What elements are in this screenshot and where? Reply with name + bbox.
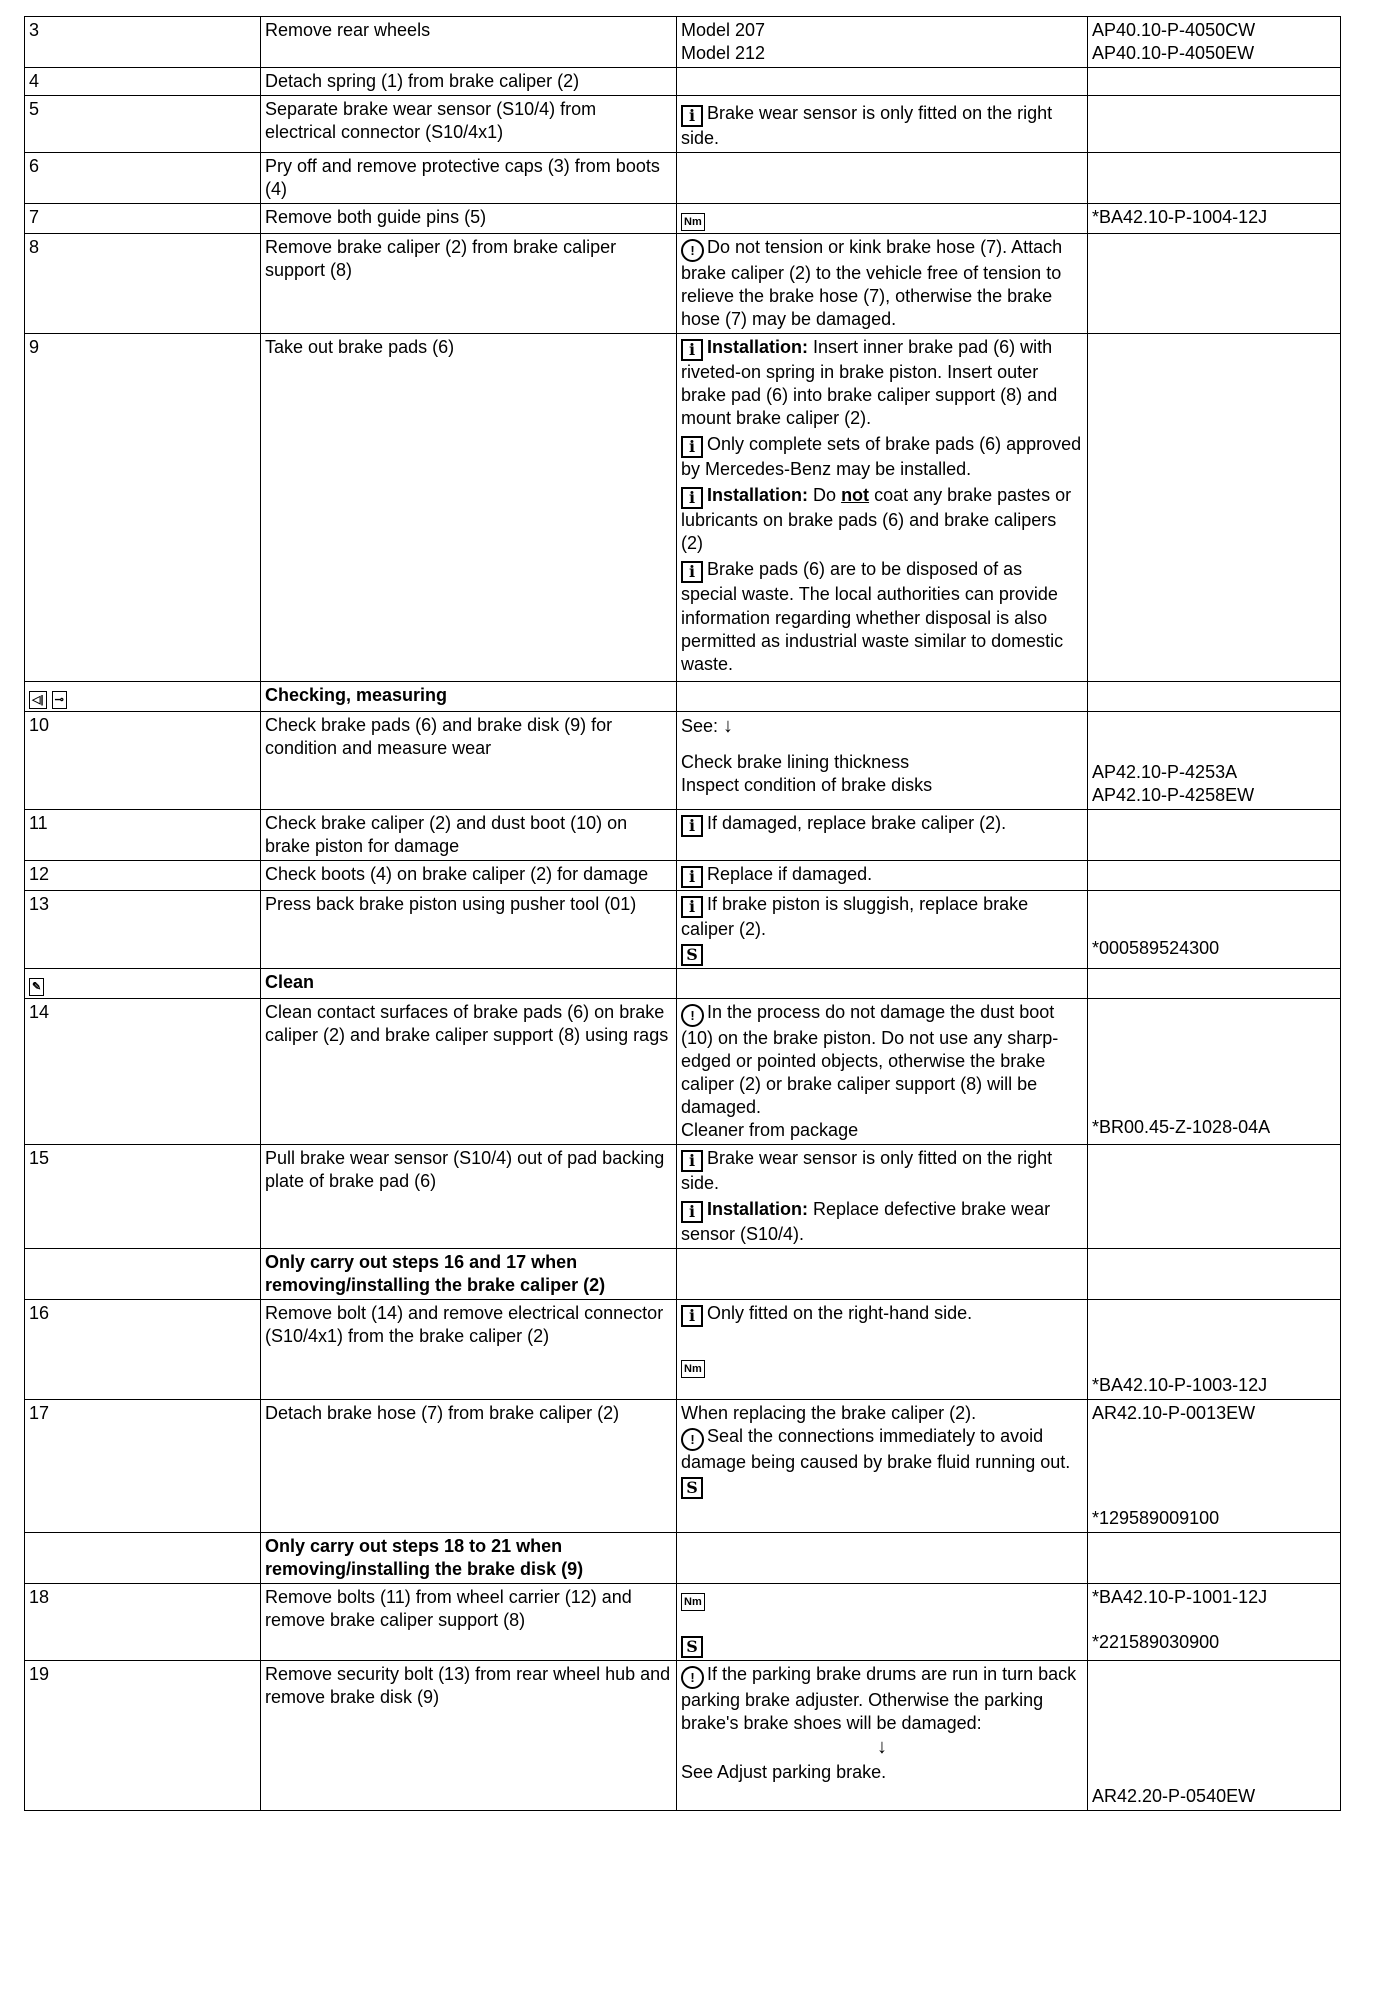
step-reference	[1088, 1584, 1341, 1661]
step-action: Check brake caliper (2) and dust boot (10) on brake piston for damage	[261, 809, 677, 860]
info-icon: i	[681, 487, 703, 509]
reference-link[interactable]: *BA42.10-P-1004-12J	[1092, 207, 1268, 228]
section-title: Checking, measuring	[261, 681, 677, 711]
step-number: 15	[25, 1144, 261, 1248]
step-number: 16	[25, 1300, 261, 1400]
table-row	[25, 17, 1341, 68]
step-number: 6	[25, 153, 261, 204]
table-row	[25, 809, 1341, 860]
note-text: If brake piston is sluggish, replace brake caliper (2).	[681, 893, 1029, 939]
special-tool-icon[interactable]: S	[681, 1636, 703, 1658]
step-action: Check boots (4) on brake caliper (2) for damage	[261, 860, 677, 890]
step-notes	[677, 1400, 1088, 1533]
note-text: Replace defective brake wear sensor (S10/4).	[681, 1198, 1051, 1244]
step-reference	[1088, 96, 1341, 153]
table-row	[25, 1661, 1341, 1811]
step-notes	[677, 1661, 1088, 1811]
info-icon: i	[681, 815, 703, 837]
step-reference	[1088, 860, 1341, 890]
step-action: Remove bolt (14) and remove electrical connector (S10/4x1) from the brake caliper (2)	[261, 1300, 677, 1400]
step-action: Check brake pads (6) and brake disk (9) for condition and measure wear	[261, 711, 677, 809]
clean-icon: ✎	[29, 978, 44, 996]
see-item: Check brake lining thickness	[681, 752, 910, 773]
step-reference	[1088, 1400, 1341, 1533]
reference-link[interactable]: *221589030900	[1092, 1632, 1220, 1653]
step-reference	[1088, 234, 1341, 334]
step-notes	[677, 1300, 1088, 1400]
checking-icon: ◁|	[29, 691, 47, 709]
info-icon: i	[681, 339, 703, 361]
reference-link[interactable]: *BA42.10-P-1003-12J	[1092, 1375, 1268, 1396]
step-notes	[677, 153, 1088, 204]
emphasis-not: not	[841, 485, 870, 506]
installation-label: Installation:	[707, 337, 809, 358]
step-reference	[1088, 334, 1341, 681]
torque-icon[interactable]: Nm	[681, 213, 705, 231]
step-reference	[1088, 1300, 1341, 1400]
info-icon: i	[681, 561, 703, 583]
section-header-row	[25, 681, 1341, 711]
table-row	[25, 1400, 1341, 1533]
step-action: Pry off and remove protective caps (3) from boots (4)	[261, 153, 677, 204]
step-notes	[677, 711, 1088, 809]
section-title: Only carry out steps 18 to 21 when removing/installing the brake disk (9)	[261, 1533, 677, 1584]
table-row	[25, 1584, 1341, 1661]
table-row	[25, 1144, 1341, 1248]
step-action: Remove brake caliper (2) from brake caliper support (8)	[261, 234, 677, 334]
section-title: Only carry out steps 16 and 17 when removing/installing the brake caliper (2)	[261, 1248, 677, 1299]
table-row	[25, 334, 1341, 681]
step-reference	[1088, 1144, 1341, 1248]
step-number: 5	[25, 96, 261, 153]
step-reference	[1088, 204, 1341, 234]
step-action: Remove bolts (11) from wheel carrier (12) and remove brake caliper support (8)	[261, 1584, 677, 1661]
section-header-row	[25, 968, 1341, 998]
step-action: Press back brake piston using pusher tool (01)	[261, 890, 677, 968]
step-action: Detach brake hose (7) from brake caliper (2)	[261, 1400, 677, 1533]
reference-link[interactable]: AR42.10-P-0013EW	[1092, 1403, 1256, 1424]
note-text: Seal the connections immediately to avoid damage being caused by brake fluid running out.	[681, 1426, 1071, 1473]
see-label: See:	[681, 715, 719, 736]
step-notes	[677, 204, 1088, 234]
step-number: 14	[25, 998, 261, 1144]
step-reference	[1088, 890, 1341, 968]
step-action: Detach spring (1) from brake caliper (2)	[261, 68, 677, 96]
table-row	[25, 998, 1341, 1144]
info-icon: i	[681, 1305, 703, 1327]
info-icon: i	[681, 866, 703, 888]
note-text: Brake wear sensor is only fitted on the right side.	[681, 103, 1053, 149]
model-label: Model 207	[681, 20, 766, 40]
step-notes	[677, 1144, 1088, 1248]
section-header-row	[25, 1533, 1341, 1584]
torque-icon[interactable]: Nm	[681, 1593, 705, 1611]
step-notes	[677, 1584, 1088, 1661]
note-text: Replace if damaged.	[707, 863, 873, 884]
step-reference	[1088, 711, 1341, 809]
note-text: Do not tension or kink brake hose (7). Attach brake caliper (2) to the vehicle free of tension to relieve the brake hose (7), otherwise the brake hose (7) may be damaged.	[681, 237, 1063, 330]
torque-icon[interactable]: Nm	[681, 1360, 705, 1378]
procedure-table-wrapper	[24, 16, 1340, 1811]
step-action: Clean contact surfaces of brake pads (6) on brake caliper (2) and brake caliper support (8) using rags	[261, 998, 677, 1144]
step-number: 19	[25, 1661, 261, 1811]
arrow-down-icon: ↓	[877, 1736, 887, 1759]
reference-link[interactable]: *BA42.10-P-1001-12J	[1092, 1587, 1268, 1608]
caution-icon: !	[681, 1004, 704, 1027]
step-action: Pull brake wear sensor (S10/4) out of pad backing plate of brake pad (6)	[261, 1144, 677, 1248]
installation-label: Installation:	[707, 1198, 809, 1219]
note-text: Do	[813, 485, 837, 506]
caution-icon: !	[681, 239, 704, 262]
table-row	[25, 860, 1341, 890]
note-text: If the parking brake drums are run in turn back parking brake adjuster. Otherwise the parking brake's brake shoes will be damaged:	[681, 1664, 1077, 1734]
info-icon: i	[681, 1201, 703, 1223]
step-number: 11	[25, 809, 261, 860]
step-notes	[677, 860, 1088, 890]
table-row	[25, 153, 1341, 204]
table-row	[25, 1300, 1341, 1400]
step-number: 10	[25, 711, 261, 809]
procedure-table	[24, 16, 1341, 1811]
arrow-down-icon: ↓	[723, 714, 734, 737]
reference-link[interactable]: *000589524300	[1092, 937, 1220, 958]
see-item: See Adjust parking brake.	[681, 1761, 887, 1782]
info-icon: i	[681, 436, 703, 458]
step-notes	[677, 809, 1088, 860]
model-label: Model 212	[681, 43, 766, 64]
step-notes	[677, 334, 1088, 681]
caution-icon: !	[681, 1428, 704, 1451]
see-item: Inspect condition of brake disks	[681, 775, 933, 796]
reference-link[interactable]: AP42.10-P-4258EW	[1092, 784, 1255, 805]
step-notes	[677, 234, 1088, 334]
step-number: 3	[25, 17, 261, 68]
step-notes	[677, 17, 1088, 68]
note-text: Only fitted on the right-hand side.	[707, 1303, 973, 1324]
section-header-row	[25, 1248, 1341, 1299]
installation-label: Installation:	[707, 485, 809, 506]
step-number: 7	[25, 204, 261, 234]
reference-link[interactable]: *BR00.45-Z-1028-04A	[1092, 1116, 1271, 1137]
info-icon: i	[681, 896, 703, 918]
reference-link[interactable]: AP40.10-P-4050CW	[1092, 20, 1256, 40]
table-row	[25, 96, 1341, 153]
special-tool-icon[interactable]: S	[681, 944, 703, 966]
step-number: 13	[25, 890, 261, 968]
note-text: Only complete sets of brake pads (6) approved by Mercedes-Benz may be installed.	[681, 434, 1082, 480]
note-text: In the process do not damage the dust boot (10) on the brake piston. Do not use any sharp-edged or pointed objects, otherwise the brake caliper (2) or brake caliper support (8) will be damaged.	[681, 1001, 1059, 1117]
step-reference	[1088, 1661, 1341, 1811]
cleaner-label: Cleaner from package	[681, 1119, 859, 1140]
note-text: Brake wear sensor is only fitted on the right side.	[681, 1147, 1053, 1193]
section-icons	[25, 681, 261, 711]
step-number: 12	[25, 860, 261, 890]
note-text: Brake pads (6) are to be disposed of as special waste. The local authorities can provide information regarding whether disposal is also permitted as industrial waste similar to domestic waste.	[681, 559, 1064, 674]
step-action: Separate brake wear sensor (S10/4) from electrical connector (S10/4x1)	[261, 96, 677, 153]
info-icon: i	[681, 105, 703, 127]
step-action: Remove rear wheels	[261, 17, 677, 68]
step-number: 9	[25, 334, 261, 681]
step-number: 17	[25, 1400, 261, 1533]
condition-text: When replacing the brake caliper (2).	[681, 1403, 977, 1424]
step-action: Remove security bolt (13) from rear wheel hub and remove brake disk (9)	[261, 1661, 677, 1811]
step-notes	[677, 68, 1088, 96]
reference-link[interactable]: AR42.20-P-0540EW	[1092, 1786, 1256, 1807]
table-row	[25, 234, 1341, 334]
info-icon: i	[681, 1150, 703, 1172]
step-action: Take out brake pads (6)	[261, 334, 677, 681]
special-tool-icon[interactable]: S	[681, 1477, 703, 1499]
step-notes	[677, 890, 1088, 968]
step-notes	[677, 96, 1088, 153]
step-number: 18	[25, 1584, 261, 1661]
reference-link[interactable]: *129589009100	[1092, 1508, 1220, 1529]
step-reference	[1088, 153, 1341, 204]
table-row	[25, 890, 1341, 968]
step-action: Remove both guide pins (5)	[261, 204, 677, 234]
note-text: Insert inner brake pad (6) with riveted-on spring in brake piston. Insert outer brake pad (6) into brake caliper support (8) and mount brake caliper (2).	[681, 337, 1058, 429]
reference-link[interactable]: AP40.10-P-4050EW	[1092, 43, 1255, 64]
table-row	[25, 68, 1341, 96]
note-text: coat any brake pastes or lubricants on brake pads (6) and brake calipers (2)	[681, 485, 1072, 554]
table-row	[25, 204, 1341, 234]
step-reference	[1088, 809, 1341, 860]
section-icons	[25, 968, 261, 998]
step-notes	[677, 998, 1088, 1144]
step-reference	[1088, 17, 1341, 68]
reference-link[interactable]: AP42.10-P-4253A	[1092, 761, 1238, 782]
step-number: 8	[25, 234, 261, 334]
step-number: 4	[25, 68, 261, 96]
measuring-icon: ⊸	[52, 691, 67, 709]
note-text: If damaged, replace brake caliper (2).	[707, 812, 1007, 833]
section-title: Clean	[261, 968, 677, 998]
table-row	[25, 711, 1341, 809]
caution-icon: !	[681, 1666, 704, 1689]
step-reference	[1088, 68, 1341, 96]
step-reference	[1088, 998, 1341, 1144]
